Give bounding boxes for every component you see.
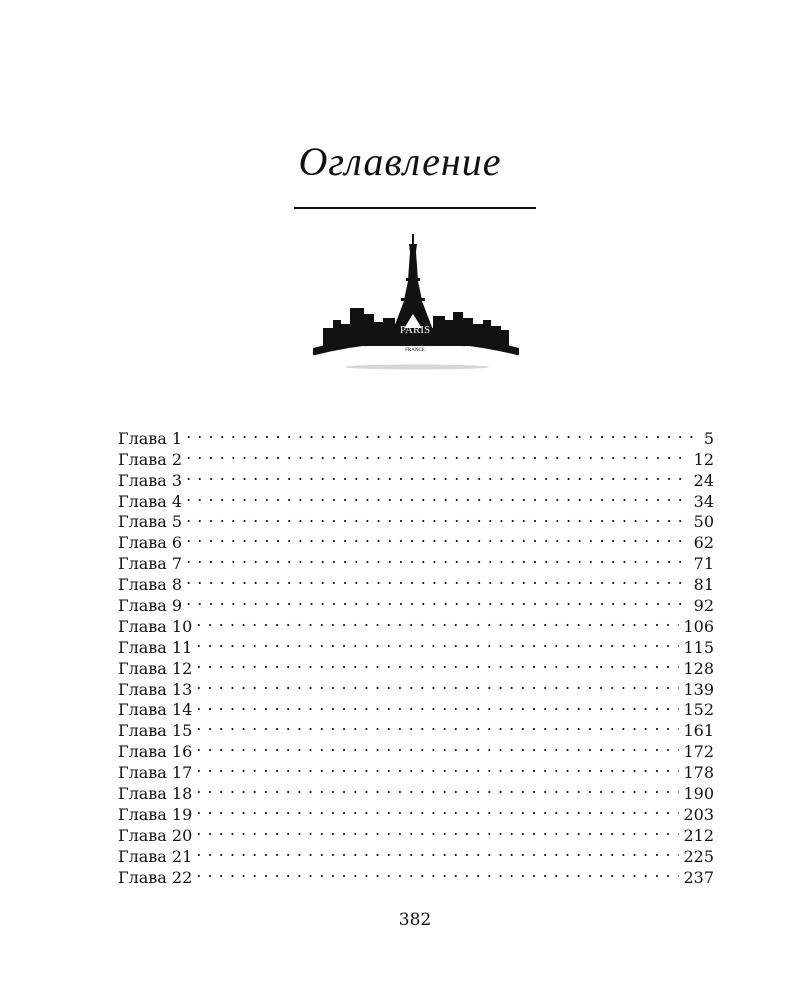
toc-entry-page: 106	[679, 617, 714, 632]
toc-entry[interactable]	[118, 820, 714, 841]
toc-entry-label: Глава 10	[118, 617, 196, 632]
toc-entry[interactable]	[118, 444, 714, 465]
toc-dot-leader	[196, 820, 679, 841]
toc-dot-leader	[196, 611, 679, 632]
toc-dot-leader	[186, 590, 690, 611]
toc-dot-leader	[196, 674, 679, 695]
toc-entry[interactable]	[118, 632, 714, 653]
toc-entry-page: 92	[690, 596, 714, 611]
toc-entry-page: 71	[690, 554, 714, 569]
toc-entry-page: 190	[679, 784, 714, 799]
toc-entry-label: Глава 18	[118, 784, 196, 799]
toc-dot-leader	[196, 841, 679, 862]
toc-entry-label: Глава 1	[118, 429, 186, 444]
toc-entry-page: 161	[679, 721, 714, 736]
toc-entry-label: Глава 7	[118, 554, 186, 569]
toc-entry[interactable]	[118, 486, 714, 507]
toc-entry[interactable]	[118, 695, 714, 716]
logo-city-text: PARIS	[399, 324, 431, 336]
toc-dot-leader	[196, 799, 679, 820]
toc-entry-label: Глава 21	[118, 847, 196, 862]
toc-entry-label: Глава 19	[118, 805, 196, 820]
toc-dot-leader	[186, 548, 690, 569]
toc-entry-label: Глава 4	[118, 492, 186, 507]
toc-entry[interactable]	[118, 841, 714, 862]
toc-dot-leader	[186, 444, 690, 465]
toc-entry[interactable]	[118, 674, 714, 695]
toc-entry[interactable]	[118, 465, 714, 486]
toc-entry-page: 50	[690, 512, 714, 527]
toc-entry-page: 152	[679, 700, 714, 715]
toc-entry[interactable]	[118, 736, 714, 757]
toc-entry-label: Глава 3	[118, 471, 186, 486]
toc-entry-page: 5	[700, 429, 714, 444]
toc-entry-label: Глава 15	[118, 721, 196, 736]
logo-country-text: FRANCE	[405, 348, 425, 353]
toc-dot-leader	[196, 736, 679, 757]
page-number: 382	[398, 910, 432, 930]
toc-entry-page: 12	[690, 450, 714, 465]
table-of-contents	[118, 423, 714, 883]
toc-entry[interactable]	[118, 799, 714, 820]
toc-dot-leader	[196, 632, 679, 653]
toc-dot-leader	[186, 423, 700, 444]
toc-entry[interactable]	[118, 778, 714, 799]
toc-entry-page: 34	[690, 492, 714, 507]
toc-entry-page: 62	[690, 533, 714, 548]
toc-entry-label: Глава 14	[118, 700, 196, 715]
toc-entry-label: Глава 9	[118, 596, 186, 611]
toc-entry-label: Глава 11	[118, 638, 196, 653]
toc-entry-label: Глава 2	[118, 450, 186, 465]
toc-entry-label: Глава 12	[118, 659, 196, 674]
toc-entry-page: 115	[679, 638, 714, 653]
toc-dot-leader	[186, 507, 690, 528]
toc-entry-page: 172	[679, 742, 714, 757]
toc-entry-page: 225	[679, 847, 714, 862]
toc-dot-leader	[186, 486, 690, 507]
toc-entry-page: 139	[679, 680, 714, 695]
toc-entry-label: Глава 8	[118, 575, 186, 590]
toc-entry-label: Глава 13	[118, 680, 196, 695]
toc-entry-page: 128	[679, 659, 714, 674]
toc-entry-label: Глава 20	[118, 826, 196, 841]
toc-entry[interactable]	[118, 590, 714, 611]
toc-entry-label: Глава 22	[118, 868, 196, 883]
title-divider	[294, 207, 536, 209]
toc-entry[interactable]	[118, 862, 714, 883]
page-title: Оглавление	[298, 139, 502, 184]
toc-entry-page: 178	[679, 763, 714, 778]
toc-dot-leader	[196, 862, 679, 883]
toc-dot-leader	[196, 695, 679, 716]
toc-entry[interactable]	[118, 423, 714, 444]
toc-dot-leader	[196, 757, 679, 778]
toc-entry[interactable]	[118, 611, 714, 632]
toc-entry[interactable]	[118, 653, 714, 674]
toc-dot-leader	[196, 715, 679, 736]
toc-entry[interactable]	[118, 757, 714, 778]
toc-dot-leader	[196, 653, 679, 674]
toc-entry[interactable]	[118, 527, 714, 548]
toc-entry[interactable]	[118, 548, 714, 569]
toc-dot-leader	[196, 778, 679, 799]
toc-entry[interactable]	[118, 569, 714, 590]
toc-entry-label: Глава 5	[118, 512, 186, 527]
toc-entry-page: 212	[679, 826, 714, 841]
toc-dot-leader	[186, 465, 690, 486]
toc-dot-leader	[186, 569, 690, 590]
toc-entry-page: 81	[690, 575, 714, 590]
toc-entry[interactable]	[118, 507, 714, 528]
toc-entry-page: 24	[690, 471, 714, 486]
toc-entry-label: Глава 6	[118, 533, 186, 548]
toc-entry[interactable]	[118, 715, 714, 736]
paris-skyline-eiffel-tower-icon	[305, 230, 525, 375]
toc-entry-page: 203	[679, 805, 714, 820]
toc-entry-label: Глава 17	[118, 763, 196, 778]
toc-dot-leader	[186, 527, 690, 548]
toc-entry-label: Глава 16	[118, 742, 196, 757]
toc-entry-page: 237	[679, 868, 714, 883]
